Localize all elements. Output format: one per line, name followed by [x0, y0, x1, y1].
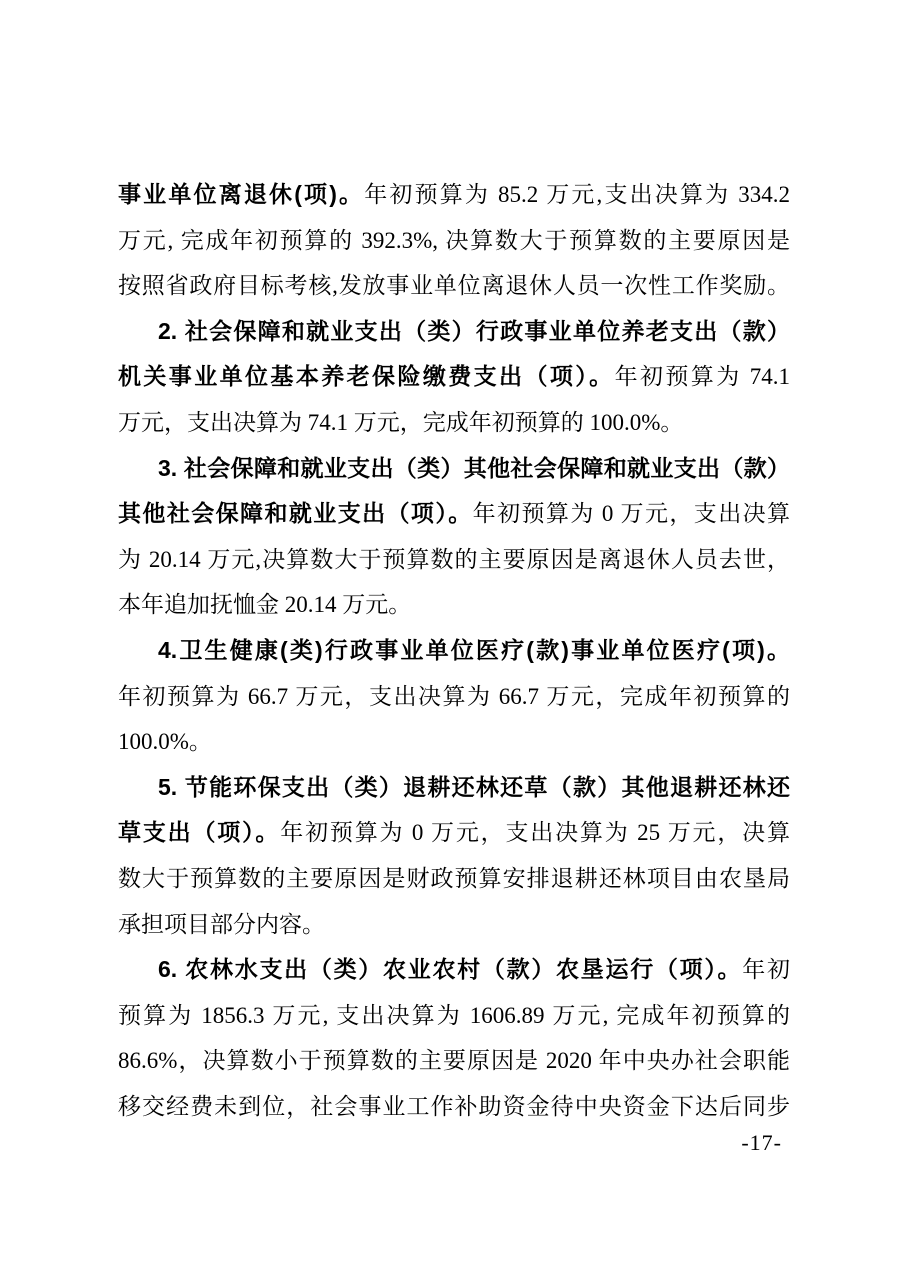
- text-line: [118, 491, 790, 537]
- body-text-segment: 预算为 1856.3 万元, 支出决算为 1606.89 万元, 完成年初预算的: [118, 1002, 790, 1028]
- text-line: [118, 674, 790, 720]
- page-number: -17-: [741, 1130, 782, 1155]
- body-text-segment: 为 20.14 万元,决算数大于预算数的主要原因是离退休人员去世，: [118, 546, 790, 572]
- text-line: [118, 810, 790, 856]
- body-text-segment: 年初预算为 0 万元，支出决算: [472, 501, 791, 527]
- budget-item-heading-segment: 2. 社会保障和就业支出（类）行政事业单位养老支出（款）: [158, 317, 790, 344]
- body-text-segment: 年初预算为 74.1: [614, 364, 791, 390]
- budget-item-heading-segment: 其他社会保障和就业支出（项）。: [118, 500, 473, 527]
- body-text-segment: 年初预算为 0 万元，支出决算为 25 万元，决算: [280, 820, 791, 846]
- text-line: [118, 582, 790, 628]
- text-line: [118, 902, 790, 948]
- budget-item-heading-segment: 4.卫生健康(类)行政事业单位医疗(款)事业单位医疗(项)。: [158, 636, 790, 663]
- body-text-segment: 本年追加抚恤金 20.14 万元。: [118, 592, 412, 618]
- body-text-segment: 年初预算为 85.2 万元,支出决算为 334.2: [364, 182, 791, 207]
- text-line: [118, 719, 790, 765]
- text-line: [118, 309, 790, 355]
- budget-item-heading-segment: 6. 农林水支出（类）农业农村（款）农垦运行（项）。: [158, 956, 743, 983]
- body-text-segment: 年初预算为 66.7 万元，支出决算为 66.7 万元，完成年初预算的: [118, 683, 790, 709]
- text-line: [118, 765, 790, 811]
- body-text-segment: 万元，支出决算为 74.1 万元，完成年初预算的 100.0%。: [118, 409, 684, 435]
- body-text-segment: 万元, 完成年初预算的 392.3%, 决算数大于预算数的主要原因是: [118, 227, 790, 253]
- text-line: [118, 400, 790, 446]
- body-text-segment: 100.0%。: [118, 729, 212, 755]
- body-text-segment: 86.6%，决算数小于预算数的主要原因是 2020 年中央办社会职能: [118, 1048, 790, 1074]
- document-body: [118, 172, 790, 1129]
- body-text-segment: 承担项目部分内容。: [118, 911, 325, 937]
- text-line: [118, 1038, 790, 1084]
- text-line: [118, 947, 790, 993]
- text-line: [118, 218, 790, 264]
- body-text-segment: 数大于预算数的主要原因是财政预算安排退耕还林项目由农垦局: [118, 865, 790, 891]
- text-line: [118, 446, 790, 492]
- text-line: [118, 537, 790, 583]
- budget-item-heading-segment: 机关事业单位基本养老保险缴费支出（项）。: [118, 363, 615, 390]
- budget-item-heading-segment: 事业单位离退休(项)。: [118, 181, 365, 207]
- body-text-segment: 年初: [742, 957, 790, 983]
- body-text-segment: 按照省政府目标考核,发放事业单位离退休人员一次性工作奖励。: [118, 273, 790, 299]
- body-text-segment: 移交经费未到位，社会事业工作补助资金待中央资金下达后同步: [118, 1093, 790, 1119]
- budget-item-heading-segment: 5. 节能环保支出（类）退耕还林还草（款）其他退耕还林还: [158, 773, 790, 800]
- budget-item-heading-segment: 草支出（项）。: [118, 819, 281, 846]
- budget-item-heading-segment: 3. 社会保障和就业支出（类）其他社会保障和就业支出（款）: [158, 454, 790, 481]
- text-line: [118, 1084, 790, 1130]
- text-line: [118, 993, 790, 1039]
- text-line: [118, 263, 790, 309]
- text-line: [118, 628, 790, 674]
- text-line: [118, 856, 790, 902]
- text-line: [118, 172, 790, 218]
- text-line: [118, 354, 790, 400]
